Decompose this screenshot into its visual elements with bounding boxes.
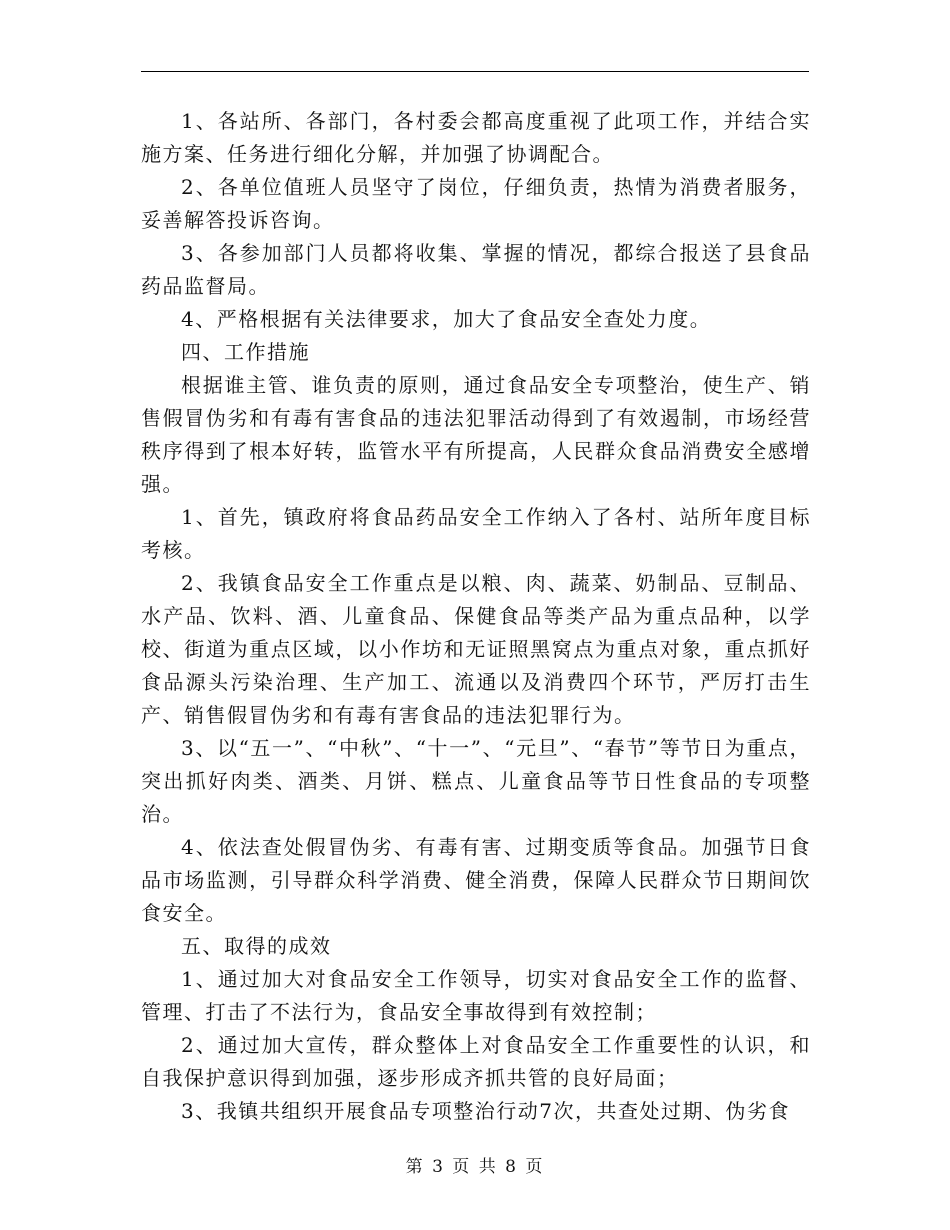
paragraph: 1、首先，镇政府将食品药品安全工作纳入了各村、站所年度目标考核。 <box>141 505 811 562</box>
page-number: 第 3 页 共 8 页 <box>405 1157 545 1177</box>
paragraph: 3、我镇共组织开展食品专项整治行动7次，共查处过期、伪劣食 <box>181 1099 790 1123</box>
paragraph: 4、依法查处假冒伪劣、有毒有害、过期变质等食品。加强节日食品市场监测，引导群众科学消费、健全消费，保障人民群众节日期间饮食安全。 <box>141 835 811 925</box>
paragraph: 1、各站所、各部门，各村委会都高度重视了此项工作，并结合实施方案、任务进行细化分解，并加强了协调配合。 <box>141 109 811 166</box>
paragraph: 3、各参加部门人员都将收集、掌握的情况，都综合报送了县食品药品监督局。 <box>141 241 811 298</box>
section-heading: 四、工作措施 <box>181 340 310 364</box>
header-rule <box>141 71 809 72</box>
paragraph: 2、通过加大宣传，群众整体上对食品安全工作重要性的认识，和自我保护意识得到加强，逐步形成齐抓共管的良好局面； <box>141 1033 811 1090</box>
paragraph: 3、以“五一”、“中秋”、“十一”、“元旦”、“春节”等节日为重点，突出抓好肉类、酒类、月饼、糕点、儿童食品等节日性食品的专项整治。 <box>141 736 811 826</box>
paragraph: 2、我镇食品安全工作重点是以粮、肉、蔬菜、奶制品、豆制品、水产品、饮料、酒、儿童食品、保健食品等类产品为重点品种，以学校、街道为重点区域，以小作坊和无证照黑窝点为重点对象，重点抓好食品源头污染治理、生产加工、流通以及消费四个环节，严厉打击生产、销售假冒伪劣和有毒有害食品的违法犯罪行为。 <box>141 571 811 727</box>
section-heading: 五、取得的成效 <box>181 934 332 958</box>
paragraph: 根据谁主管、谁负责的原则，通过食品安全专项整治，使生产、销售假冒伪劣和有毒有害食品的违法犯罪活动得到了有效遏制，市场经营秩序得到了根本好转，监管水平有所提高，人民群众食品消费安全感增强。 <box>141 373 811 496</box>
paragraph: 4、严格根据有关法律要求，加大了食品安全查处力度。 <box>181 307 712 331</box>
paragraph: 2、各单位值班人员坚守了岗位，仔细负责，热情为消费者服务，妥善解答投诉咨询。 <box>141 175 811 232</box>
document-body <box>141 105 811 1128</box>
paragraph: 1、通过加大对食品安全工作领导，切实对食品安全工作的监督、管理、打击了不法行为，食品安全事故得到有效控制； <box>141 967 811 1024</box>
